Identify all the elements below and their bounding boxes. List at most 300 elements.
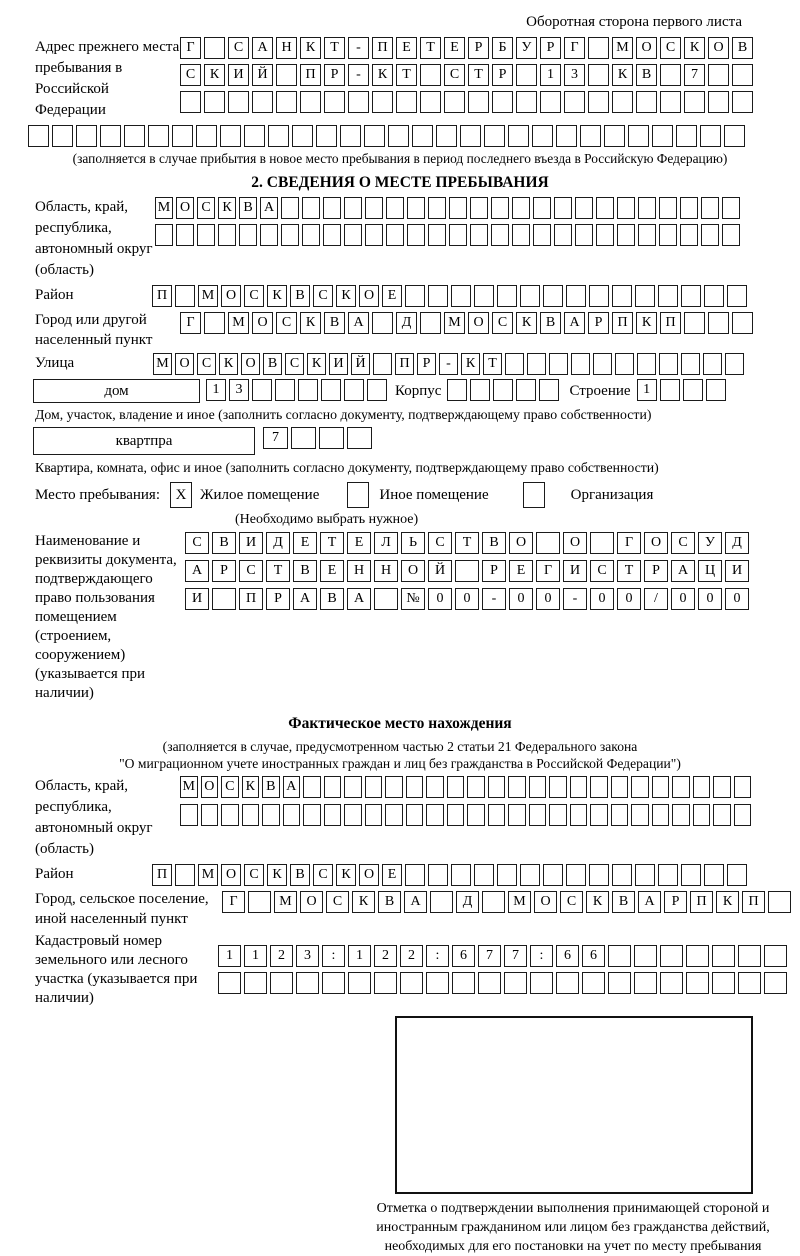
form-cell[interactable] bbox=[701, 224, 719, 246]
form-cell[interactable]: С bbox=[590, 560, 614, 582]
form-cell[interactable]: Г bbox=[180, 312, 201, 334]
form-cell[interactable]: П bbox=[612, 312, 633, 334]
form-cell[interactable] bbox=[686, 945, 709, 967]
form-cell[interactable]: К bbox=[219, 353, 238, 375]
form-cell[interactable]: Е bbox=[320, 560, 344, 582]
form-cell[interactable]: Й bbox=[351, 353, 370, 375]
form-cell[interactable]: М bbox=[153, 353, 172, 375]
form-cell[interactable]: 0 bbox=[455, 588, 479, 610]
form-cell[interactable] bbox=[540, 91, 561, 113]
form-cell[interactable]: П bbox=[239, 588, 263, 610]
form-cell[interactable]: А bbox=[404, 891, 427, 913]
form-cell[interactable] bbox=[365, 804, 383, 826]
form-cell[interactable]: О bbox=[534, 891, 557, 913]
form-cell[interactable]: А bbox=[348, 312, 369, 334]
form-cell[interactable]: О bbox=[468, 312, 489, 334]
form-cell[interactable]: С bbox=[228, 37, 249, 59]
form-cell[interactable] bbox=[218, 972, 241, 994]
form-cell[interactable]: Т bbox=[617, 560, 641, 582]
form-cell[interactable]: О bbox=[241, 353, 260, 375]
form-cell[interactable] bbox=[155, 224, 173, 246]
form-cell[interactable]: Н bbox=[276, 37, 297, 59]
form-cell[interactable] bbox=[722, 224, 740, 246]
form-cell[interactable]: Г bbox=[222, 891, 245, 913]
form-cell[interactable]: С bbox=[244, 285, 264, 307]
form-cell[interactable] bbox=[281, 224, 299, 246]
form-cell[interactable] bbox=[516, 379, 536, 401]
form-cell[interactable]: И bbox=[725, 560, 749, 582]
form-cell[interactable] bbox=[660, 379, 680, 401]
form-cell[interactable] bbox=[527, 353, 546, 375]
form-cell[interactable]: А bbox=[293, 588, 317, 610]
form-cell[interactable] bbox=[452, 972, 475, 994]
form-cell[interactable]: А bbox=[252, 37, 273, 59]
form-cell[interactable] bbox=[373, 353, 392, 375]
form-cell[interactable]: О bbox=[563, 532, 587, 554]
form-cell[interactable] bbox=[589, 285, 609, 307]
form-cell[interactable] bbox=[504, 972, 527, 994]
form-cell[interactable]: А bbox=[564, 312, 585, 334]
form-cell[interactable] bbox=[693, 776, 711, 798]
form-cell[interactable] bbox=[201, 804, 219, 826]
form-cell[interactable] bbox=[590, 776, 608, 798]
form-cell[interactable]: С bbox=[660, 37, 681, 59]
form-cell[interactable] bbox=[659, 353, 678, 375]
form-cell[interactable] bbox=[176, 224, 194, 246]
form-cell[interactable]: К bbox=[307, 353, 326, 375]
form-cell[interactable]: М bbox=[274, 891, 297, 913]
form-cell[interactable] bbox=[634, 945, 657, 967]
form-cell[interactable] bbox=[196, 125, 217, 147]
form-cell[interactable] bbox=[706, 379, 726, 401]
form-cell[interactable]: С bbox=[221, 776, 239, 798]
form-cell[interactable] bbox=[530, 972, 553, 994]
form-cell[interactable]: В bbox=[263, 353, 282, 375]
form-cell[interactable]: К bbox=[586, 891, 609, 913]
form-cell[interactable] bbox=[303, 804, 321, 826]
form-cell[interactable] bbox=[340, 125, 361, 147]
form-cell[interactable]: О bbox=[201, 776, 219, 798]
form-cell[interactable] bbox=[652, 776, 670, 798]
form-cell[interactable]: 3 bbox=[564, 64, 585, 86]
form-cell[interactable]: О bbox=[252, 312, 273, 334]
form-cell[interactable]: И bbox=[563, 560, 587, 582]
form-cell[interactable] bbox=[204, 37, 225, 59]
form-cell[interactable] bbox=[220, 125, 241, 147]
form-cell[interactable] bbox=[708, 64, 729, 86]
form-cell[interactable]: О bbox=[300, 891, 323, 913]
form-cell[interactable] bbox=[388, 125, 409, 147]
form-cell[interactable]: 2 bbox=[270, 945, 293, 967]
form-cell[interactable] bbox=[491, 224, 509, 246]
form-cell[interactable] bbox=[693, 804, 711, 826]
form-cell[interactable]: А bbox=[347, 588, 371, 610]
form-cell[interactable]: Т bbox=[396, 64, 417, 86]
form-cell[interactable] bbox=[426, 776, 444, 798]
form-cell[interactable] bbox=[405, 285, 425, 307]
form-cell[interactable] bbox=[302, 197, 320, 219]
form-cell[interactable] bbox=[491, 197, 509, 219]
form-cell[interactable] bbox=[658, 285, 678, 307]
form-cell[interactable]: С bbox=[197, 353, 216, 375]
form-cell[interactable] bbox=[564, 91, 585, 113]
form-cell[interactable]: Р bbox=[417, 353, 436, 375]
form-cell[interactable] bbox=[588, 37, 609, 59]
form-cell[interactable]: М bbox=[228, 312, 249, 334]
form-cell[interactable]: К bbox=[612, 64, 633, 86]
form-cell[interactable] bbox=[570, 776, 588, 798]
form-cell[interactable] bbox=[637, 353, 656, 375]
form-cell[interactable]: С bbox=[492, 312, 513, 334]
form-cell[interactable] bbox=[539, 379, 559, 401]
form-cell[interactable] bbox=[276, 91, 297, 113]
form-cell[interactable]: О bbox=[644, 532, 668, 554]
form-cell[interactable]: П bbox=[152, 864, 172, 886]
form-cell[interactable] bbox=[348, 972, 371, 994]
form-cell[interactable] bbox=[672, 776, 690, 798]
form-cell[interactable]: П bbox=[660, 312, 681, 334]
form-cell[interactable]: 7 bbox=[478, 945, 501, 967]
form-cell[interactable] bbox=[447, 776, 465, 798]
form-cell[interactable]: 0 bbox=[617, 588, 641, 610]
form-cell[interactable] bbox=[248, 891, 271, 913]
form-cell[interactable] bbox=[386, 224, 404, 246]
form-cell[interactable] bbox=[575, 224, 593, 246]
form-cell[interactable] bbox=[570, 804, 588, 826]
form-cell[interactable]: : bbox=[530, 945, 553, 967]
form-cell[interactable]: С bbox=[239, 560, 263, 582]
form-cell[interactable]: К bbox=[516, 312, 537, 334]
form-cell[interactable] bbox=[732, 91, 753, 113]
form-cell[interactable] bbox=[497, 285, 517, 307]
form-cell[interactable] bbox=[611, 804, 629, 826]
form-cell[interactable] bbox=[407, 224, 425, 246]
form-cell[interactable] bbox=[612, 91, 633, 113]
form-cell[interactable]: П bbox=[395, 353, 414, 375]
form-cell[interactable]: Н bbox=[374, 560, 398, 582]
form-cell[interactable]: Т bbox=[455, 532, 479, 554]
form-cell[interactable] bbox=[683, 379, 703, 401]
form-cell[interactable]: Г bbox=[180, 37, 201, 59]
form-cell[interactable] bbox=[520, 285, 540, 307]
form-cell[interactable] bbox=[275, 379, 295, 401]
form-cell[interactable] bbox=[324, 804, 342, 826]
form-cell[interactable] bbox=[100, 125, 121, 147]
form-cell[interactable]: Т bbox=[420, 37, 441, 59]
form-cell[interactable]: В bbox=[612, 891, 635, 913]
form-cell[interactable]: У bbox=[698, 532, 722, 554]
form-cell[interactable] bbox=[713, 776, 731, 798]
form-cell[interactable]: 0 bbox=[590, 588, 614, 610]
form-cell[interactable] bbox=[549, 804, 567, 826]
form-cell[interactable]: - bbox=[482, 588, 506, 610]
form-cell[interactable]: Е bbox=[293, 532, 317, 554]
form-cell[interactable]: О bbox=[359, 864, 379, 886]
form-cell[interactable]: М bbox=[444, 312, 465, 334]
form-cell[interactable]: С bbox=[428, 532, 452, 554]
form-cell[interactable] bbox=[727, 285, 747, 307]
form-cell[interactable] bbox=[738, 972, 761, 994]
form-cell[interactable]: Р bbox=[644, 560, 668, 582]
form-cell[interactable] bbox=[218, 224, 236, 246]
form-cell[interactable]: А bbox=[260, 197, 278, 219]
form-cell[interactable] bbox=[571, 353, 590, 375]
form-cell[interactable]: К bbox=[372, 64, 393, 86]
form-cell[interactable] bbox=[732, 312, 753, 334]
form-cell[interactable] bbox=[484, 125, 505, 147]
form-cell[interactable] bbox=[420, 312, 441, 334]
form-cell[interactable] bbox=[244, 125, 265, 147]
form-cell[interactable] bbox=[672, 804, 690, 826]
form-cell[interactable] bbox=[252, 379, 272, 401]
form-cell[interactable] bbox=[467, 804, 485, 826]
form-cell[interactable]: О bbox=[175, 353, 194, 375]
form-cell[interactable] bbox=[204, 91, 225, 113]
form-cell[interactable] bbox=[316, 125, 337, 147]
form-cell[interactable] bbox=[704, 285, 724, 307]
form-cell[interactable] bbox=[488, 804, 506, 826]
form-cell[interactable] bbox=[324, 776, 342, 798]
form-cell[interactable]: В bbox=[320, 588, 344, 610]
form-cell[interactable] bbox=[28, 125, 49, 147]
form-cell[interactable]: Б bbox=[492, 37, 513, 59]
form-cell[interactable]: Д bbox=[266, 532, 290, 554]
form-cell[interactable] bbox=[292, 125, 313, 147]
form-cell[interactable] bbox=[543, 285, 563, 307]
form-cell[interactable] bbox=[76, 125, 97, 147]
form-cell[interactable] bbox=[252, 91, 273, 113]
form-cell[interactable]: 2 bbox=[374, 945, 397, 967]
form-cell[interactable] bbox=[596, 224, 614, 246]
form-cell[interactable] bbox=[617, 197, 635, 219]
form-cell[interactable] bbox=[242, 804, 260, 826]
form-cell[interactable] bbox=[516, 91, 537, 113]
form-cell[interactable] bbox=[712, 972, 735, 994]
form-cell[interactable] bbox=[478, 972, 501, 994]
form-cell[interactable]: К bbox=[218, 197, 236, 219]
form-cell[interactable] bbox=[543, 864, 563, 886]
form-cell[interactable] bbox=[493, 379, 513, 401]
form-cell[interactable]: А bbox=[671, 560, 695, 582]
form-cell[interactable] bbox=[652, 125, 673, 147]
form-cell[interactable] bbox=[367, 379, 387, 401]
form-cell[interactable]: 7 bbox=[504, 945, 527, 967]
form-cell[interactable] bbox=[713, 804, 731, 826]
form-cell[interactable]: П bbox=[152, 285, 172, 307]
form-cell[interactable] bbox=[660, 64, 681, 86]
form-cell[interactable] bbox=[708, 312, 729, 334]
form-cell[interactable] bbox=[298, 379, 318, 401]
form-cell[interactable] bbox=[617, 224, 635, 246]
form-cell[interactable]: Е bbox=[444, 37, 465, 59]
form-cell[interactable] bbox=[482, 891, 505, 913]
form-cell[interactable] bbox=[447, 804, 465, 826]
form-cell[interactable]: Й bbox=[252, 64, 273, 86]
form-cell[interactable]: В bbox=[212, 532, 236, 554]
form-cell[interactable] bbox=[612, 864, 632, 886]
form-cell[interactable] bbox=[556, 972, 579, 994]
form-cell[interactable]: И bbox=[228, 64, 249, 86]
form-cell[interactable] bbox=[221, 804, 239, 826]
form-cell[interactable]: 1 bbox=[637, 379, 657, 401]
form-cell[interactable] bbox=[764, 972, 787, 994]
form-cell[interactable] bbox=[268, 125, 289, 147]
form-cell[interactable]: К bbox=[267, 864, 287, 886]
form-cell[interactable] bbox=[686, 972, 709, 994]
form-cell[interactable]: М bbox=[198, 285, 218, 307]
form-cell[interactable] bbox=[426, 804, 444, 826]
form-cell[interactable]: П bbox=[742, 891, 765, 913]
form-cell[interactable] bbox=[658, 864, 678, 886]
form-cell[interactable] bbox=[374, 972, 397, 994]
form-cell[interactable] bbox=[283, 804, 301, 826]
stay-type-other-checkbox[interactable] bbox=[347, 482, 369, 508]
form-cell[interactable] bbox=[701, 197, 719, 219]
form-cell[interactable]: В bbox=[239, 197, 257, 219]
form-cell[interactable]: 7 bbox=[684, 64, 705, 86]
form-cell[interactable] bbox=[588, 64, 609, 86]
form-cell[interactable] bbox=[291, 427, 316, 449]
form-cell[interactable]: К bbox=[267, 285, 287, 307]
form-cell[interactable]: Й bbox=[428, 560, 452, 582]
form-cell[interactable] bbox=[532, 125, 553, 147]
form-cell[interactable] bbox=[470, 379, 490, 401]
form-cell[interactable] bbox=[596, 197, 614, 219]
form-cell[interactable]: 0 bbox=[671, 588, 695, 610]
form-cell[interactable]: - bbox=[348, 37, 369, 59]
form-cell[interactable] bbox=[631, 804, 649, 826]
form-cell[interactable] bbox=[400, 972, 423, 994]
form-cell[interactable] bbox=[635, 285, 655, 307]
form-cell[interactable] bbox=[608, 945, 631, 967]
form-cell[interactable]: С bbox=[197, 197, 215, 219]
form-cell[interactable] bbox=[449, 197, 467, 219]
form-cell[interactable] bbox=[365, 197, 383, 219]
form-cell[interactable] bbox=[428, 197, 446, 219]
form-cell[interactable] bbox=[396, 91, 417, 113]
form-cell[interactable] bbox=[734, 804, 752, 826]
form-cell[interactable] bbox=[638, 224, 656, 246]
form-cell[interactable]: В bbox=[293, 560, 317, 582]
form-cell[interactable]: С bbox=[244, 864, 264, 886]
form-cell[interactable] bbox=[768, 891, 791, 913]
form-cell[interactable]: Е bbox=[382, 285, 402, 307]
form-cell[interactable]: М bbox=[508, 891, 531, 913]
form-cell[interactable]: Т bbox=[483, 353, 502, 375]
form-cell[interactable] bbox=[321, 379, 341, 401]
form-cell[interactable]: К bbox=[300, 37, 321, 59]
form-cell[interactable] bbox=[451, 864, 471, 886]
form-cell[interactable] bbox=[684, 91, 705, 113]
form-cell[interactable]: / bbox=[644, 588, 668, 610]
form-cell[interactable]: - bbox=[563, 588, 587, 610]
form-cell[interactable] bbox=[684, 312, 705, 334]
form-cell[interactable] bbox=[635, 864, 655, 886]
form-cell[interactable] bbox=[428, 224, 446, 246]
form-cell[interactable] bbox=[262, 804, 280, 826]
form-cell[interactable]: Ь bbox=[401, 532, 425, 554]
form-cell[interactable]: О bbox=[509, 532, 533, 554]
form-cell[interactable] bbox=[276, 64, 297, 86]
form-cell[interactable] bbox=[344, 197, 362, 219]
form-cell[interactable]: И bbox=[185, 588, 209, 610]
form-cell[interactable]: Р bbox=[468, 37, 489, 59]
form-cell[interactable] bbox=[516, 64, 537, 86]
form-cell[interactable] bbox=[324, 91, 345, 113]
form-cell[interactable] bbox=[52, 125, 73, 147]
form-cell[interactable] bbox=[497, 864, 517, 886]
form-cell[interactable] bbox=[281, 197, 299, 219]
form-cell[interactable]: Д bbox=[396, 312, 417, 334]
form-cell[interactable]: В bbox=[290, 864, 310, 886]
form-cell[interactable] bbox=[722, 197, 740, 219]
form-cell[interactable] bbox=[270, 972, 293, 994]
form-cell[interactable]: О bbox=[176, 197, 194, 219]
form-cell[interactable]: В bbox=[636, 64, 657, 86]
form-cell[interactable] bbox=[764, 945, 787, 967]
form-cell[interactable]: 0 bbox=[509, 588, 533, 610]
form-cell[interactable] bbox=[681, 353, 700, 375]
form-cell[interactable] bbox=[536, 532, 560, 554]
form-cell[interactable] bbox=[420, 64, 441, 86]
form-cell[interactable]: К bbox=[336, 864, 356, 886]
form-cell[interactable]: К bbox=[461, 353, 480, 375]
form-cell[interactable] bbox=[681, 285, 701, 307]
form-cell[interactable]: Т bbox=[266, 560, 290, 582]
form-cell[interactable] bbox=[344, 776, 362, 798]
form-cell[interactable]: 6 bbox=[452, 945, 475, 967]
form-cell[interactable]: Н bbox=[347, 560, 371, 582]
form-cell[interactable] bbox=[681, 864, 701, 886]
form-cell[interactable] bbox=[554, 224, 572, 246]
form-cell[interactable] bbox=[470, 224, 488, 246]
form-cell[interactable] bbox=[175, 864, 195, 886]
form-cell[interactable] bbox=[412, 125, 433, 147]
form-cell[interactable] bbox=[638, 197, 656, 219]
form-cell[interactable] bbox=[426, 972, 449, 994]
form-cell[interactable]: И bbox=[329, 353, 348, 375]
form-cell[interactable] bbox=[508, 125, 529, 147]
form-cell[interactable] bbox=[566, 285, 586, 307]
form-cell[interactable] bbox=[549, 776, 567, 798]
form-cell[interactable]: : bbox=[426, 945, 449, 967]
form-cell[interactable] bbox=[556, 125, 577, 147]
form-cell[interactable] bbox=[204, 312, 225, 334]
form-cell[interactable]: Р bbox=[482, 560, 506, 582]
form-cell[interactable]: С bbox=[285, 353, 304, 375]
form-cell[interactable]: 0 bbox=[698, 588, 722, 610]
form-cell[interactable] bbox=[406, 804, 424, 826]
form-cell[interactable] bbox=[197, 224, 215, 246]
form-cell[interactable] bbox=[175, 285, 195, 307]
form-cell[interactable] bbox=[529, 776, 547, 798]
form-cell[interactable]: Л bbox=[374, 532, 398, 554]
form-cell[interactable] bbox=[732, 64, 753, 86]
form-cell[interactable]: 1 bbox=[206, 379, 226, 401]
form-cell[interactable] bbox=[634, 972, 657, 994]
form-cell[interactable] bbox=[703, 353, 722, 375]
form-cell[interactable]: 1 bbox=[540, 64, 561, 86]
form-cell[interactable] bbox=[474, 864, 494, 886]
form-cell[interactable] bbox=[451, 285, 471, 307]
form-cell[interactable]: Р bbox=[324, 64, 345, 86]
form-cell[interactable]: А bbox=[185, 560, 209, 582]
form-cell[interactable] bbox=[470, 197, 488, 219]
form-cell[interactable] bbox=[407, 197, 425, 219]
form-cell[interactable]: 3 bbox=[296, 945, 319, 967]
form-cell[interactable] bbox=[492, 91, 513, 113]
form-cell[interactable] bbox=[604, 125, 625, 147]
